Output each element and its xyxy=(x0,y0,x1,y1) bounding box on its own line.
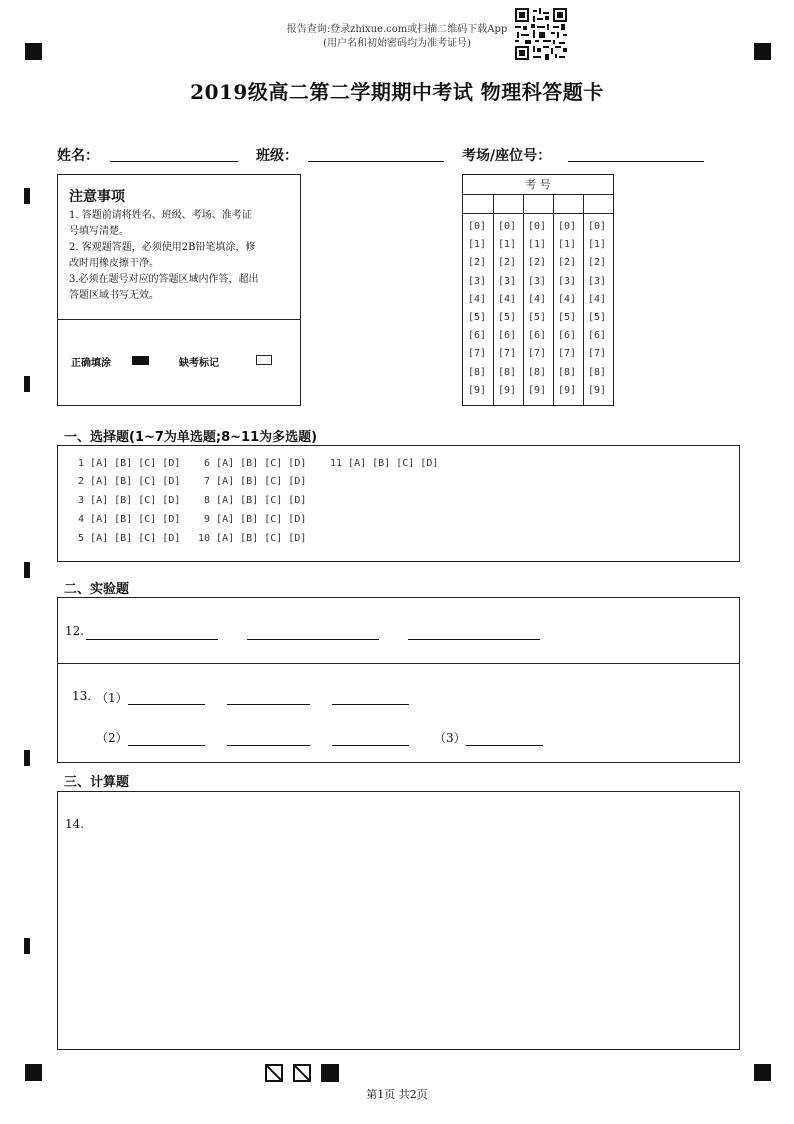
digit-bubble[interactable]: [5] xyxy=(558,312,577,323)
digit-bubble[interactable]: [1] xyxy=(468,239,487,251)
q13-part3-label: （3） xyxy=(434,731,466,745)
digit-bubble[interactable]: [3] xyxy=(588,275,607,287)
digit-bubble[interactable]: [5] xyxy=(468,312,487,323)
section1-title: 一、选择题(1~7为单选题;8~11为多选题) xyxy=(64,430,318,445)
digit-bubble[interactable]: [4] xyxy=(558,293,577,305)
digit-bubble[interactable]: [0] xyxy=(558,221,577,232)
digit-bubble[interactable]: [8] xyxy=(528,366,547,378)
digit-bubble[interactable]: [4] xyxy=(528,293,547,305)
notice-line: 1. 答题前请将姓名、班级、考场、准考证 xyxy=(69,210,252,221)
choice-row[interactable]: 7 [A] [B] [C] [D] xyxy=(198,476,307,487)
digit-bubble[interactable]: [1] xyxy=(558,239,577,251)
choice-row[interactable]: 5 [A] [B] [C] [D] xyxy=(72,533,181,544)
notice-line: 答题区域书写无效。 xyxy=(69,290,159,301)
query-line-2: (用户名和初始密码均为准考证号) xyxy=(323,38,471,49)
class-input[interactable] xyxy=(308,160,444,162)
choice-row[interactable]: 3 [A] [B] [C] [D] xyxy=(72,495,181,506)
q13-3-blank[interactable] xyxy=(466,744,543,746)
digit-bubble[interactable]: [4] xyxy=(498,293,517,305)
exam-number-title: 考 号 xyxy=(463,175,613,195)
digit-bubble[interactable]: [6] xyxy=(468,330,487,342)
absent-label: 缺考标记 xyxy=(179,358,219,369)
digit-bubble[interactable]: [2] xyxy=(468,257,487,269)
q13-2-blank-2[interactable] xyxy=(227,744,310,746)
digit-bubble[interactable]: [6] xyxy=(588,330,607,342)
choice-row[interactable]: 9 [A] [B] [C] [D] xyxy=(198,514,307,525)
digit-bubble[interactable]: [2] xyxy=(498,257,517,269)
digit-bubble[interactable]: [0] xyxy=(528,221,547,232)
digit-bubble[interactable]: [4] xyxy=(588,293,607,305)
digit-bubble[interactable]: [0] xyxy=(498,221,517,232)
digit-bubble[interactable]: [9] xyxy=(498,384,517,396)
qr-code-icon[interactable] xyxy=(515,8,567,60)
notice-line: 号填写清楚。 xyxy=(69,226,129,237)
choice-row[interactable]: 10 [A] [B] [C] [D] xyxy=(198,533,307,544)
digit-bubble[interactable]: [3] xyxy=(558,275,577,287)
digit-bubble[interactable]: [7] xyxy=(588,348,607,360)
corner-marker xyxy=(754,1064,771,1081)
digit-bubble[interactable]: [8] xyxy=(558,366,577,378)
digit-bubble[interactable]: [9] xyxy=(528,384,547,396)
choice-row[interactable]: 4 [A] [B] [C] [D] xyxy=(72,514,181,525)
digit-bubble[interactable]: [8] xyxy=(468,366,487,378)
notice-divider xyxy=(58,319,300,320)
digit-bubble[interactable]: [1] xyxy=(588,239,607,251)
digit-bubble[interactable]: [6] xyxy=(558,330,577,342)
timing-bar xyxy=(24,562,30,578)
digit-bubble[interactable]: [8] xyxy=(498,366,517,378)
notice-line: 2. 客观题答题，必须使用2B铅笔填涂，修 xyxy=(69,242,256,253)
q13-2-blank-1[interactable] xyxy=(128,744,205,746)
digit-bubble[interactable]: [5] xyxy=(498,312,517,323)
digit-bubble[interactable]: [7] xyxy=(528,348,547,360)
digit-bubble[interactable]: [5] xyxy=(528,312,547,323)
digit-bubble[interactable]: [3] xyxy=(498,275,517,287)
absent-checkbox[interactable] xyxy=(256,355,272,365)
page-title: 2019级高二第二学期期中考试 物理科答题卡 xyxy=(190,80,604,104)
choice-row[interactable]: 6 [A] [B] [C] [D] xyxy=(198,458,307,469)
digit-bubble[interactable]: [9] xyxy=(468,384,487,396)
q13-1-blank-1[interactable] xyxy=(128,703,205,705)
exam-number-box xyxy=(462,174,614,406)
q13-label: 13. xyxy=(72,689,92,703)
digit-bubble[interactable]: [2] xyxy=(558,257,577,269)
q12-blank-1[interactable] xyxy=(86,638,218,640)
digit-bubble[interactable]: [7] xyxy=(558,348,577,360)
notice-box xyxy=(57,174,301,406)
page-marker-icon xyxy=(293,1064,311,1082)
experiment-box xyxy=(57,597,740,763)
correct-fill-sample xyxy=(132,356,149,365)
choice-row[interactable]: 2 [A] [B] [C] [D] xyxy=(72,476,181,487)
digit-bubble[interactable]: [5] xyxy=(588,312,607,323)
class-label: 班级： xyxy=(256,148,298,164)
section2-title: 二、实验题 xyxy=(64,582,130,597)
q13-2-blank-3[interactable] xyxy=(332,744,409,746)
digit-bubble[interactable]: [6] xyxy=(498,330,517,342)
choice-box xyxy=(57,445,740,562)
notice-line: 3.必须在题号对应的答题区域内作答，超出 xyxy=(69,274,259,285)
corner-marker xyxy=(25,1064,42,1081)
timing-bar xyxy=(24,376,30,392)
digit-bubble[interactable]: [4] xyxy=(468,293,487,305)
notice-line: 改时用橡皮擦干净。 xyxy=(69,258,159,269)
exam-number-write-row[interactable] xyxy=(463,194,613,214)
timing-bar xyxy=(24,750,30,766)
choice-row[interactable]: 8 [A] [B] [C] [D] xyxy=(198,495,307,506)
choice-row[interactable]: 1 [A] [B] [C] [D] xyxy=(72,458,181,469)
page-number: 第1页 共2页 xyxy=(366,1088,428,1101)
q14-label: 14. xyxy=(65,817,85,831)
q13-part1-label: （1） xyxy=(96,691,128,705)
name-input[interactable] xyxy=(110,160,238,162)
calculation-box[interactable] xyxy=(57,791,740,1050)
digit-bubble[interactable]: [9] xyxy=(588,384,607,396)
choice-row[interactable]: 11 [A] [B] [C] [D] xyxy=(330,458,439,469)
section3-title: 三、计算题 xyxy=(64,775,130,790)
q12-blank-3[interactable] xyxy=(408,638,540,640)
q13-1-blank-3[interactable] xyxy=(332,703,409,705)
digit-bubble[interactable]: [0] xyxy=(468,221,487,232)
digit-bubble[interactable]: [7] xyxy=(468,348,487,360)
digit-bubble[interactable]: [0] xyxy=(588,221,607,232)
name-label: 姓名： xyxy=(57,148,99,164)
timing-bar xyxy=(24,938,30,954)
digit-bubble[interactable]: [9] xyxy=(558,384,577,396)
q13-part2-label: （2） xyxy=(96,731,128,745)
seat-input[interactable] xyxy=(568,160,704,162)
page-marker-filled xyxy=(321,1064,339,1082)
digit-bubble[interactable]: [1] xyxy=(528,239,547,251)
digit-bubble[interactable]: [1] xyxy=(498,239,517,251)
q12-blank-2[interactable] xyxy=(247,638,379,640)
page-marker-icon xyxy=(265,1064,283,1082)
digit-bubble[interactable]: [3] xyxy=(528,275,547,287)
digit-bubble[interactable]: [7] xyxy=(498,348,517,360)
correct-fill-label: 正确填涂 xyxy=(71,358,111,369)
digit-bubble[interactable]: [6] xyxy=(528,330,547,342)
digit-bubble[interactable]: [2] xyxy=(528,257,547,269)
query-line-1: 报告查询:登录zhixue.com或扫描二维码下载App xyxy=(286,24,508,35)
q13-1-blank-2[interactable] xyxy=(227,703,310,705)
digit-bubble[interactable]: [2] xyxy=(588,257,607,269)
digit-bubble[interactable]: [8] xyxy=(588,366,607,378)
q12-label: 12. xyxy=(65,624,85,638)
seat-label: 考场/座位号： xyxy=(462,148,552,164)
digit-bubble[interactable]: [3] xyxy=(468,275,487,287)
notice-title: 注意事项 xyxy=(69,189,125,205)
timing-bar xyxy=(24,188,30,204)
